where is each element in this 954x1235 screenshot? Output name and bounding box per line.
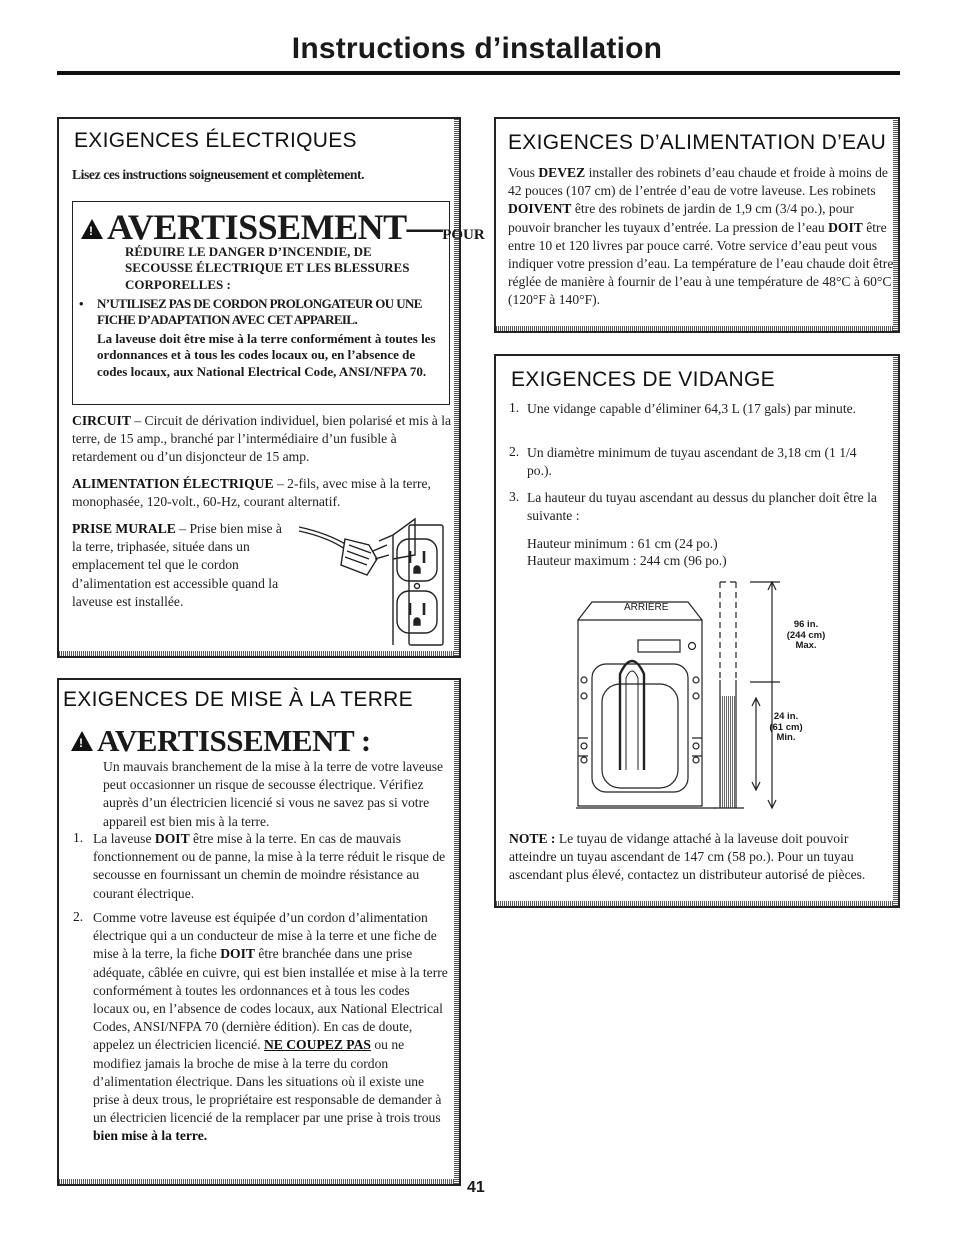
- power-paragraph: ALIMENTATION ÉLECTRIQUE – 2-fils, avec mise à la terre, monophasée, 120-volt., 60-Hz, courant alternatif.: [72, 476, 431, 510]
- electrical-warning-box: ! AVERTISSEMENT—POUR RÉDUIRE LE DANGER D’INCENDIE, DE SECOUSSE ÉLECTRIQUE ET LES BLESSURES CORPORELLES : • N’UTILISEZ PAS DE CORDON PROLONGATEUR OU UNE FICHE D’ADAPTATION AVEC CET APPAREIL. La laveuse doit être mise à la terre conformément à toutes les ordonnances et à tous les codes locaux ou, en l’absence de codes locaux, aux National Electrical Code, ANSI/NFPA 70.: [72, 201, 450, 405]
- list-number: 3.: [509, 489, 520, 504]
- electrical-intro: Lisez ces instructions soigneusement et complètement.: [72, 167, 365, 182]
- warning-subtitle: RÉDUIRE LE DANGER D’INCENDIE, DE SECOUSSE ÉLECTRIQUE ET LES BLESSURES CORPORELLES :: [125, 244, 410, 292]
- circuit-paragraph: CIRCUIT – Circuit de dérivation individuel, bien polarisé et mis à la terre, de 15 amp., branché par l’intermédiaire d’un fusible à retardement ou d’un disjoncteur de 15 amp.: [72, 413, 452, 465]
- list-item: Une vidange capable d’éliminer 64,3 L (17 gals) par minute.: [527, 401, 857, 416]
- water-supply-box: [494, 117, 900, 333]
- grounding-heading: EXIGENCES DE MISE À LA TERRE: [63, 688, 413, 711]
- list-item: La hauteur du tuyau ascendant au dessus du plancher doit être la suivante :: [527, 490, 877, 524]
- list-item: Comme votre laveuse est équipée d’un cordon d’alimentation électrique qui a un conducteur de mise à la terre et une fiche de mise à la terre, la fiche DOIT être branchée dans une prise adéquate, câblée en cuivre, qui est bien installée et mise à la terre conformément à toutes les ordonnances et à tous les codes locaux ou, en l’absence de codes locaux, aux National Electrical Codes, ANSI/NFPA 70 (dernière édition). En cas de doute, appelez un électricien licencié. NE COUPEZ PAS ou ne modifiez jamais la broche de mise à la terre du cordon d’alimentation électrique. Dans les situations où il existe une prise à deux trous, le propriétaire est responsable de demander à un électricien licencié de la remplacer par une prise à trois trous bien mise à la terre.: [93, 910, 448, 1144]
- warning-body: La laveuse doit être mise à la terre conformément à toutes les ordonnances et à tous les codes locaux ou, en l’absence de codes locaux, aux National Electrical Code, ANSI/NFPA 70.: [97, 331, 436, 379]
- max-height-label: 96 in.: [793, 619, 819, 630]
- min-height-text: Hauteur minimum : 61 cm (24 po.): [527, 536, 718, 551]
- list-item: Un diamètre minimum de tuyau ascendant de 3,18 cm (1 1/4 po.).: [527, 445, 857, 479]
- washer-and-standpipe-illustration: [576, 580, 896, 815]
- warning-bullet: N’UTILISEZ PAS DE CORDON PROLONGATEUR OU UNE FICHE D’ADAPTATION AVEC CET APPAREIL.: [97, 296, 422, 328]
- min-height-label: 24 in.: [773, 711, 799, 722]
- warning-pour: POUR: [442, 227, 485, 243]
- list-number: 1.: [509, 400, 520, 415]
- list-number: 1.: [73, 830, 84, 845]
- drain-note: NOTE : Le tuyau de vidange attaché à la laveuse doit pouvoir atteindre un tuyau ascendant de 147 cm (58 po.). Pour un tuyau ascendant plus élevé, contactez un distributeur autorisé de pièces.: [509, 831, 866, 883]
- drain-diagram: [576, 580, 896, 815]
- plug-and-outlet-illustration: [297, 515, 445, 647]
- water-heading: EXIGENCES D’ALIMENTATION D’EAU: [508, 131, 887, 154]
- page-title: Instructions d’installation: [291, 32, 663, 65]
- max-height-label-cm: (244 cm): [786, 629, 826, 641]
- min-height-label-min: Min.: [776, 732, 796, 743]
- max-height-text: Hauteur maximum : 244 cm (96 po.): [527, 553, 727, 568]
- electrical-requirements-box: [57, 117, 485, 658]
- max-height-label-max: Max.: [795, 640, 817, 651]
- drain-box: [494, 354, 900, 908]
- grounding-warning-word: AVERTISSEMENT :: [97, 723, 371, 758]
- grounding-warning-text: Un mauvais branchement de la mise à la terre de votre laveuse peut occasionner un risque de secousse électrique. Vérifiez auprès d’un électricien licencié si vous ne savez pas si votre appareil est bien mis à la terre.: [103, 759, 444, 829]
- warning-word: AVERTISSEMENT—: [107, 207, 443, 247]
- list-item: La laveuse DOIT être mise à la terre. En cas de mauvais fonctionnement ou de panne, la mise à la terre réduit le risque de secousse en fournissant un chemin de moindre résistance au courant électrique.: [93, 831, 446, 901]
- list-number: 2.: [73, 909, 84, 924]
- grounding-requirements-box: [57, 678, 461, 1186]
- list-number: 2.: [509, 444, 520, 459]
- warning-triangle-icon: !: [81, 219, 103, 239]
- outlet-paragraph: PRISE MURALE – Prise bien mise à la terre, triphasée, située dans un emplacement tel que le cordon d’alimentation est accessible quand la laveuse est installée.: [72, 521, 282, 609]
- title-rule: [57, 71, 900, 75]
- min-height-label-cm: (61 cm): [769, 721, 803, 733]
- warning-triangle-icon: !: [71, 731, 93, 751]
- back-label: ARRIÈRE: [624, 602, 669, 613]
- electrical-heading: EXIGENCES ÉLECTRIQUES: [74, 129, 357, 152]
- drain-heading: EXIGENCES DE VIDANGE: [511, 368, 775, 391]
- page-number: 41: [467, 1179, 485, 1196]
- water-paragraph: Vous DEVEZ installer des robinets d’eau chaude et froide à moins de 42 pouces (107 cm) de l’entrée d’eau de votre laveuse. Les robinets DOIVENT être des robinets de jardin de 1,9 cm (3/4 po.), pour pouvoir brancher les tuyaux d’entrée. La pression de l’eau DOIT être entre 10 et 120 livres par pouce carré. Votre service d’eau peut vous indiquer votre pression d’eau. La température de l’eau chaude doit être réglée de manière à fournir de l’eau à une température de 48°C à 60°C (120°F à 140°F).: [508, 165, 894, 308]
